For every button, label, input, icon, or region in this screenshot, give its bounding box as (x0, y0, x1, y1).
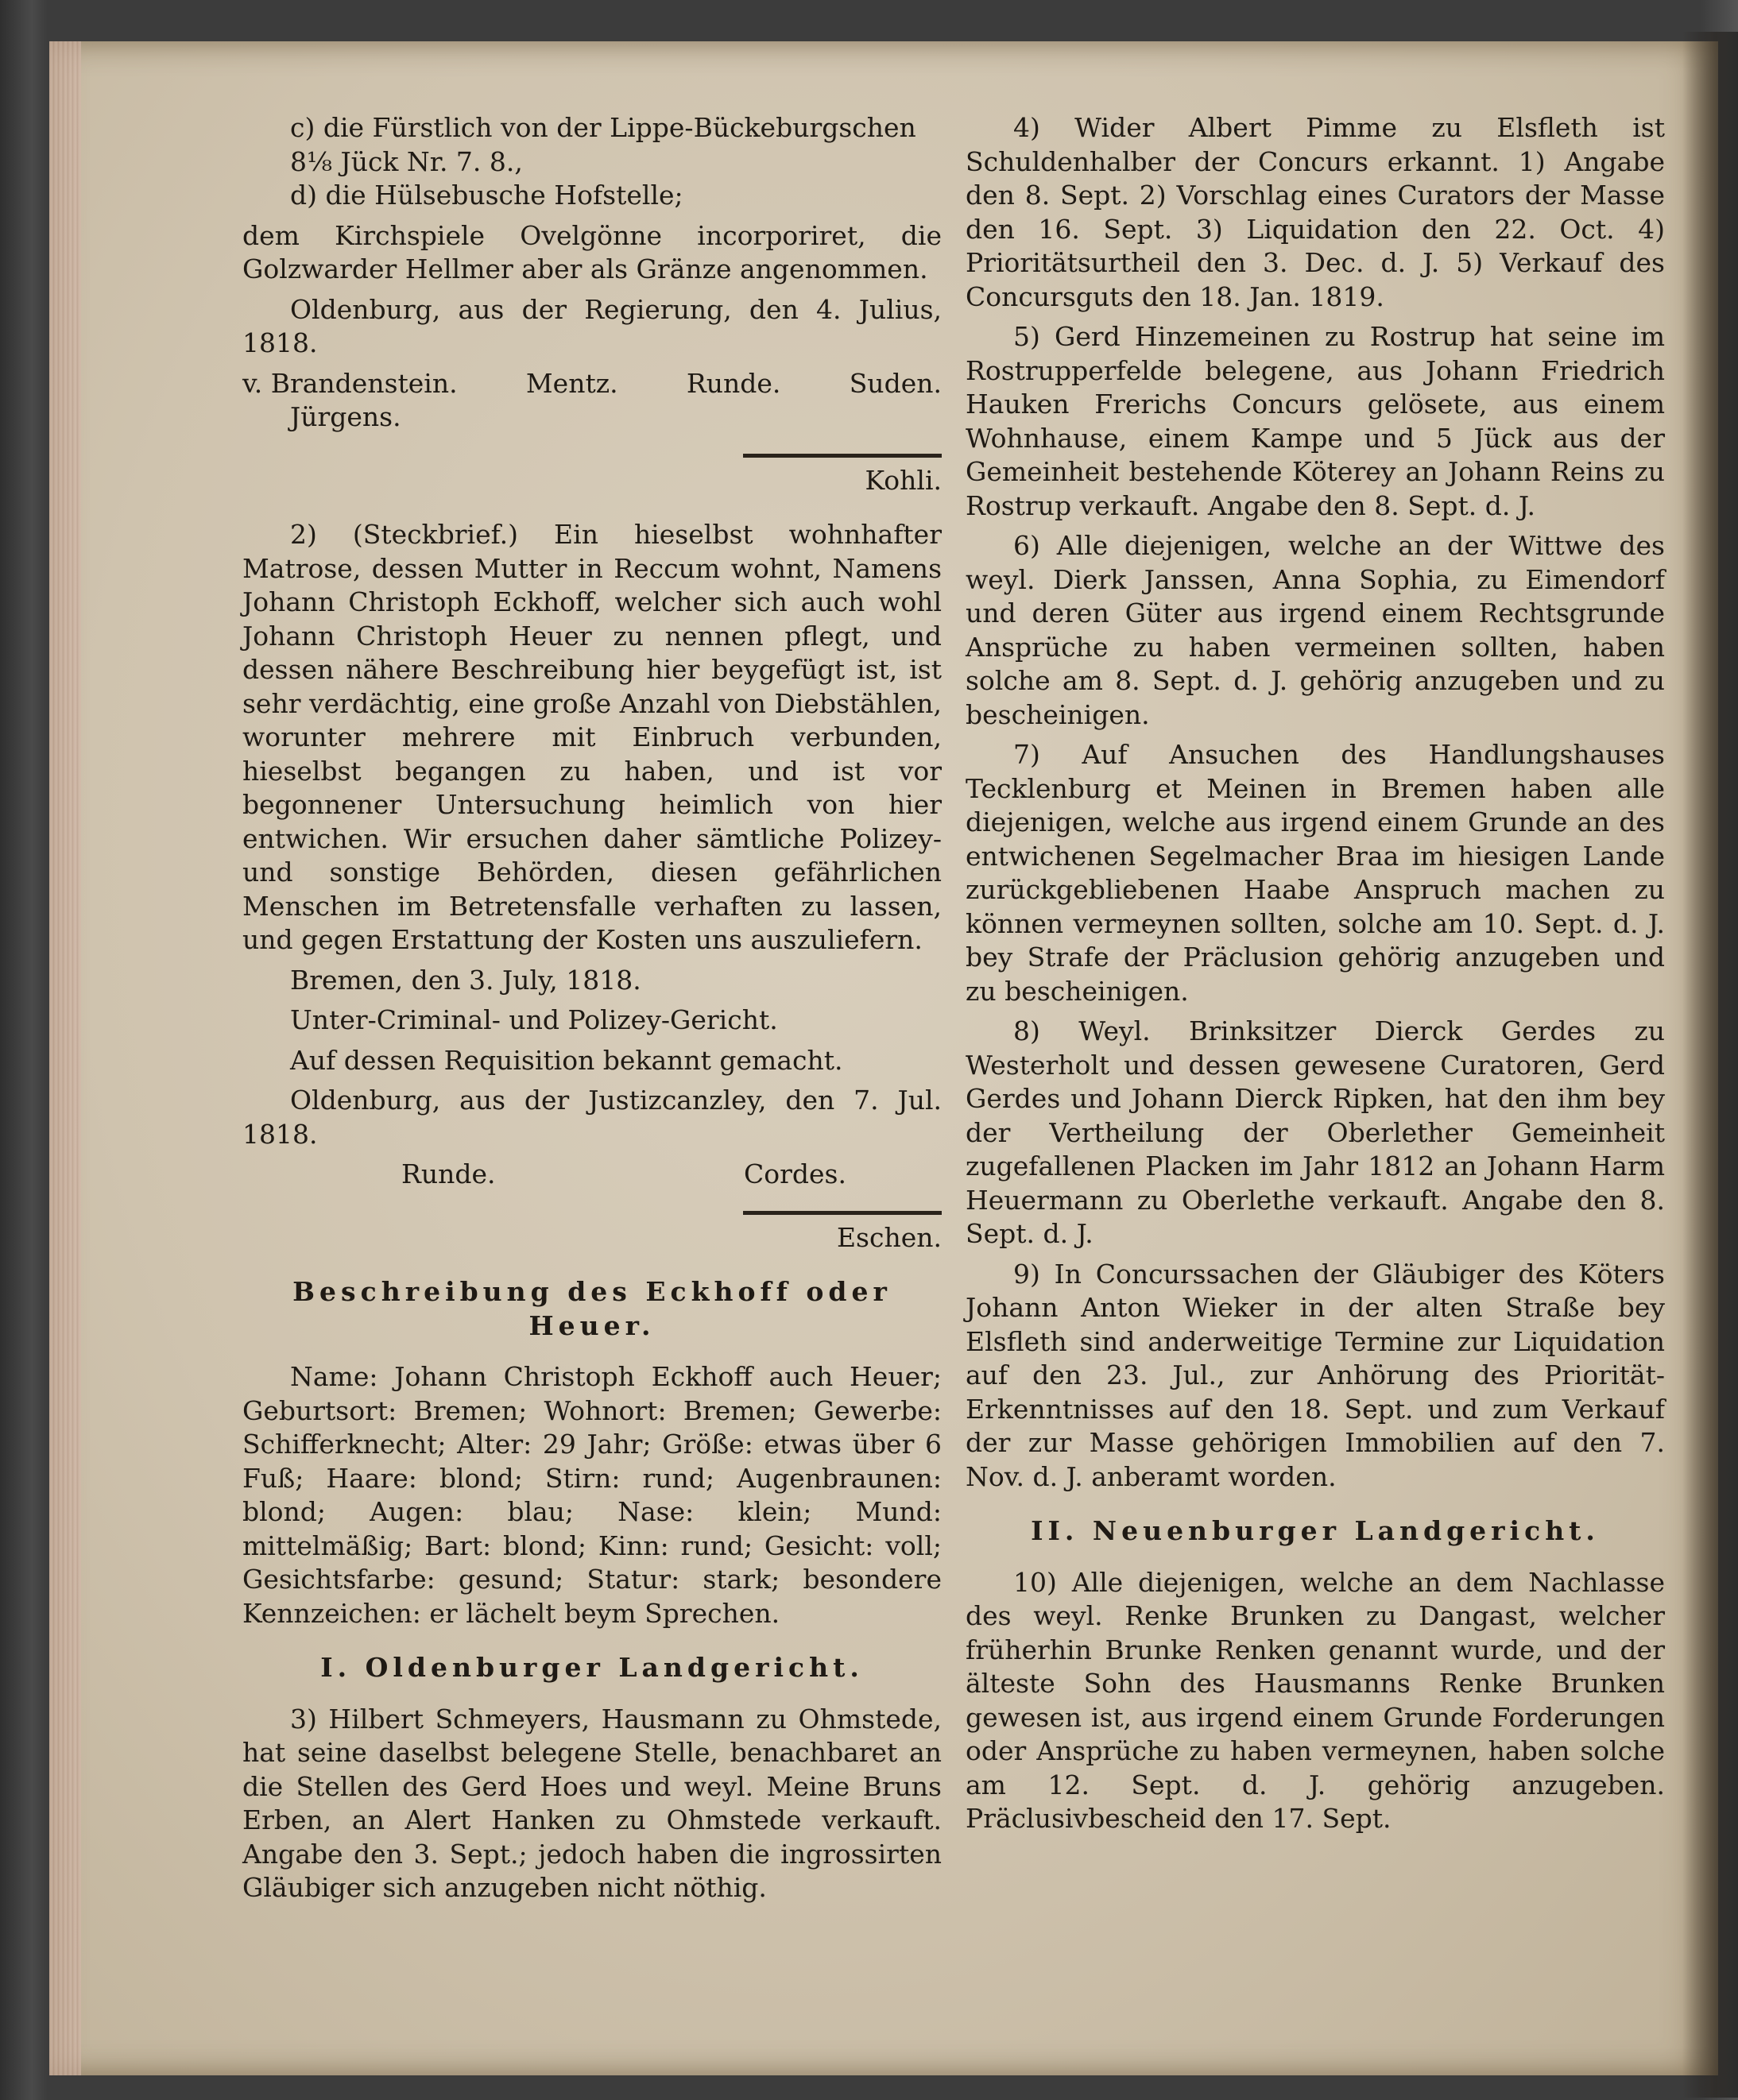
signer-kohli: Kohli. (865, 464, 942, 496)
gutter-shadow (1682, 32, 1738, 2098)
item-8: 8) Weyl. Brinksitzer Dierck Gerdes zu Westerholt und dessen gewesene Curatoren, Gerd Gerdes und Johann Dierck Ripken, hat den ihm bey der Vertheilung der Oberlether Gemeinheit zugefallenen Placken im Jahr 1812 an Johann Harm Heuermann zu Oberlethe verkauft. Angabe den 8. Sept. d. J. (966, 1015, 1665, 1249)
right-column (966, 111, 1665, 1843)
place-date-bremen: Bremen, den 3. July, 1818. (290, 964, 641, 996)
item-c-line2: 8⅛ Jück Nr. 7. 8., (290, 145, 523, 177)
signer: Cordes. (744, 1158, 846, 1189)
item-7: 7) Auf Ansuchen des Handlungshauses Tecklenburg et Meinen in Bremen haben alle diejenigen, welche aus irgend einem Grunde an des entwichenen Segelmacher Braa im hiesigen Lande zurückgebliebenen Haabe Anspruch machen zu können vermeynen sollten, solche am 10. Sept. d. J. bey Strafe der Präclusion gehörig anzugeben und zu bescheinigen. (966, 739, 1665, 1007)
court-heading-neuenburg: II. Neuenburger Landgericht. (1031, 1515, 1600, 1546)
item-6: 6) Alle diejenigen, welche an der Wittwe des weyl. Dierk Janssen, Anna Sophia, zu Eimendorf und deren Güter aus irgend einem Rechtsgrunde Ansprüche zu haben vermeinen sollten, haben solche am 8. Sept. d. J. gehörig anzugeben und zu bescheinigen. (966, 530, 1665, 730)
place-date-1: Oldenburg, aus der Regierung, den 4. Julius, 1818. (242, 293, 942, 358)
item-4: 4) Wider Albert Pimme zu Elsfleth ist Schuldenhalber der Concurs erkannt. 1) Angabe den 8. Sept. 2) Vorschlag eines Curators der Masse den 16. Sept. 3) Liquidation den 22. Oct. 4) Prioritätsurtheil den 3. Dec. d. J. 5) Verkauf des Concursguts den 18. Jan. 1819. (966, 112, 1665, 312)
description-text: Name: Johann Christoph Eckhoff auch Heuer; Geburtsort: Bremen; Wohnort: Bremen; Gewerbe: Schifferknecht; Alter: 29 Jahr; Größe: etwas über 6 Fuß; Haare: blond; Stirn: rund; Augenbraunen: blond; Augen: blau; Nase: klein; Mund: mittelmäßig; Bart: blond; Kinn: rund; Gesicht: voll; Gesichtsfarbe: gesund; Statur: stark; besondere Kennzeichen: er lächelt beym Sprechen. (242, 1361, 942, 1629)
signer: v. Brandenstein. (242, 367, 458, 399)
item-9: 9) In Concurssachen der Gläubiger des Köters Johann Anton Wieker in der alten Straße bey Elsfleth sind anderweitige Termine zur Liquidation auf den 23. Jul., zur Anhörung des Priorität-Erkenntnisses auf den 18. Sept. und zum Verkauf der zur Masse gehörigen Immobilien auf den 7. Nov. d. J. anberamt worden. (966, 1258, 1665, 1492)
item-c (242, 111, 942, 213)
item-5: 5) Gerd Hinzemeinen zu Rostrup hat seine im Rostrupperfelde belegene, aus Johann Friedrich Hauken Frerichs Concurs gelösete, aus einem Wohnhause, einem Kampe und 5 Jück aus der Gemeinheit bestehende Köterey an Johann Reins zu Rostrup verkauft. Angabe den 8. Sept. d. J. (966, 321, 1665, 521)
signers-1 (242, 367, 942, 401)
item-3: 3) Hilbert Schmeyers, Hausmann zu Ohmstede, hat seine daselbst belegene Stelle, benachbaret an die Stellen des Gerd Hoes und weyl. Meine Bruns Erben, an Alert Hanken zu Ohmstede verkauft. Angabe den 3. Sept.; jedoch haben die ingrossirten Gläubiger sich anzugeben nicht nöthig. (242, 1703, 942, 1903)
description-heading: Beschreibung des Eckhoff oder Heuer. (292, 1276, 892, 1341)
page-edge (49, 41, 81, 2075)
signers-2 (242, 1158, 942, 1192)
court-heading-oldenburg: I. Oldenburger Landgericht. (320, 1652, 864, 1683)
signer-eschen: Eschen. (836, 1221, 942, 1253)
place-date-2: Oldenburg, aus der Justizcanzley, den 7. Jul. 1818. (242, 1085, 942, 1150)
item-d-line: d) die Hülsebusche Hofstelle; (290, 180, 683, 211)
item-10: 10) Alle diejenigen, welche an dem Nachlasse des weyl. Renke Brunken zu Dangast, welcher früherhin Brunke Renken genannt wurde, und der älteste Sohn des Hausmanns Renke Brunken gewesen ist, aus irgend einem Grunde Forderungen oder Ansprüche zu haben vermeynen, haben solche am 12. Sept. d. J. gehörig anzugeben. Präclusivbescheid den 17. Sept. (966, 1566, 1665, 1834)
signer: Runde. (686, 367, 781, 399)
signer: Suden. (849, 367, 942, 399)
item-c-line: c) die Fürstlich von der Lippe-Bückeburgschen (290, 112, 916, 143)
signer: Mentz. (525, 367, 618, 399)
spacer (242, 504, 942, 518)
signer-juergens: Jürgens. (290, 401, 401, 432)
divider-rule (743, 454, 942, 458)
divider-rule (743, 1211, 942, 1215)
left-column (242, 111, 942, 1912)
court-name: Unter-Criminal- und Polizey-Gericht. (290, 1004, 778, 1035)
signer: Runde. (401, 1158, 496, 1189)
incorporation-text: dem Kirchspiele Ovelgönne incorporiret, die Golzwarder Hellmer aber als Gränze angenommen. (242, 219, 942, 284)
steckbrief-notice: 2) (Steckbrief.) Ein hieselbst wohnhafter Matrose, dessen Mutter in Reccum wohnt, Namens Johann Christoph Eckhoff, welcher sich auch wohl Johann Christoph Heuer zu nennen pflegt, und dessen nähere Beschreibung hier beygefügt ist, ist sehr verdächtig, eine große Anzahl von Diebstählen, worunter mehrere mit Einbruch verbunden, hieselbst begangen zu haben, und ist vor begonnener Untersuchung heimlich von hier entwichen. Wir ersuchen daher sämtliche Polizey- und sonstige Behörden, diesen gefährlichen Menschen im Betretensfalle verhaften zu lassen, und gegen Erstattung der Kosten uns auszuliefern. (242, 519, 942, 955)
requisition-note: Auf dessen Requisition bekannt gemacht. (290, 1044, 843, 1076)
